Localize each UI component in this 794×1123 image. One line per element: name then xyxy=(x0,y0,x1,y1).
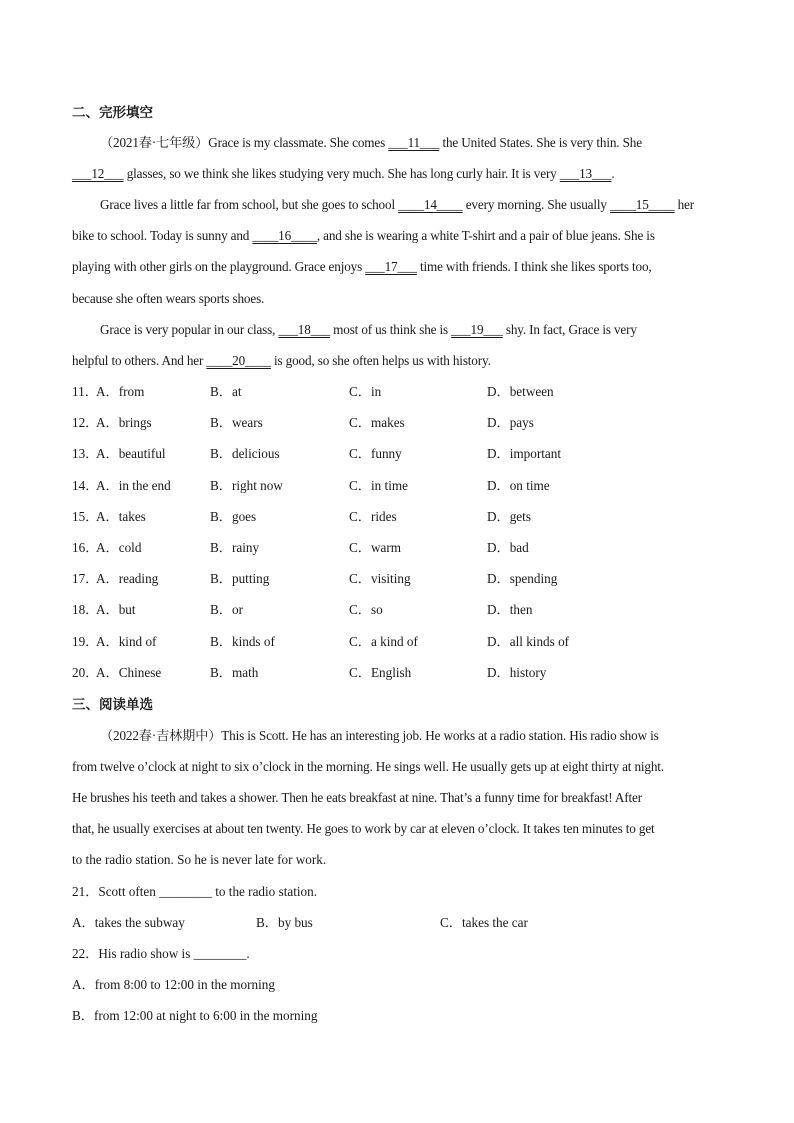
question-number: 16． xyxy=(72,540,99,555)
question-22-stem: 22．His radio show is ________. xyxy=(72,946,250,961)
section3-heading: 三、阅读单选 xyxy=(72,697,153,713)
passage-text: her xyxy=(674,197,695,212)
question-22-option-b: B．from 12:00 at night to 6:00 in the morning xyxy=(72,1008,318,1023)
cloze-passage-line xyxy=(100,134,642,152)
option-a: A．cold xyxy=(96,540,142,555)
cloze-passage-line xyxy=(72,258,652,276)
question-21-option-a: A．takes the subway xyxy=(72,915,185,930)
reading-passage-line: from twelve o’clock at night to six o’clock in the morning. He sings well. He usually gets up at eight thirty at night. xyxy=(72,759,664,774)
option-b: B．goes xyxy=(210,508,257,524)
option-b: B．math xyxy=(210,664,259,680)
option-a: A．in the end xyxy=(96,477,171,493)
option-c: C．so xyxy=(349,602,383,618)
option-a: A．kind of xyxy=(96,633,157,649)
cloze-passage-line xyxy=(72,165,615,183)
option-c: C．makes xyxy=(349,415,405,431)
option-c: C．a kind of xyxy=(349,633,418,649)
question-number: 18． xyxy=(72,602,99,618)
passage-text: most of us think she is xyxy=(330,322,452,337)
reading-passage-line: He brushes his teeth and takes a shower. Then he eats breakfast at nine. That’s a funny time for breakfast! After xyxy=(72,790,642,805)
question-number: 15． xyxy=(72,508,99,524)
option-d: D．on time xyxy=(487,477,550,493)
option-c: C．funny xyxy=(349,446,402,462)
passage-text: helpful to others. And her xyxy=(72,353,207,368)
reading-passage-line: to the radio station. So he is never late for work. xyxy=(72,852,327,867)
cloze-blank: ___13___ xyxy=(559,166,612,181)
option-d: D．then xyxy=(487,602,533,618)
cloze-passage-line xyxy=(72,290,264,308)
question-number: 13． xyxy=(72,446,99,462)
option-b: B．or xyxy=(210,602,243,618)
question-number: 19． xyxy=(72,633,99,649)
option-d: D．between xyxy=(487,384,554,399)
question-number: 17． xyxy=(72,571,99,587)
cloze-blank: ____14____ xyxy=(398,197,463,212)
passage-text: is good, so she often helps us with history. xyxy=(270,353,491,368)
option-d: D．history xyxy=(487,664,547,680)
question-22-option-a: A．from 8:00 to 12:00 in the morning xyxy=(72,977,275,992)
option-b: B．at xyxy=(210,384,242,399)
passage-text: because she often wears sports shoes. xyxy=(72,291,265,306)
option-a: A．from xyxy=(96,384,145,399)
cloze-passage-line xyxy=(72,352,491,370)
option-a: A．takes xyxy=(96,508,146,524)
option-c: C．in time xyxy=(349,477,408,493)
option-d: D．spending xyxy=(487,571,558,587)
cloze-passage-line xyxy=(72,227,655,245)
question-21-option-c: C．takes the car xyxy=(440,915,528,930)
question-21-option-b: B．by bus xyxy=(256,915,313,930)
option-d: D．all kinds of xyxy=(487,633,570,649)
passage-text: shy. In fact, Grace is very xyxy=(502,322,637,337)
reading-passage-line: （2022春·吉林期中）This is Scott. He has an interesting job. He works at a radio station. His radio show is xyxy=(100,728,659,743)
reading-passage-line: that, he usually exercises at about ten twenty. He goes to work by car at eleven o’clock. It takes ten minutes to get xyxy=(72,821,655,836)
cloze-blank: ___11___ xyxy=(388,135,440,150)
passage-text: playing with other girls on the playground. Grace enjoys xyxy=(72,259,366,274)
option-d: D．gets xyxy=(487,508,531,524)
option-c: C．in xyxy=(349,384,382,399)
cloze-blank: ____16____ xyxy=(252,228,317,243)
option-b: B．delicious xyxy=(210,446,280,462)
option-d: D．bad xyxy=(487,540,529,555)
passage-text: every morning. She usually xyxy=(462,197,611,212)
option-a: A．but xyxy=(96,602,136,618)
passage-text: . xyxy=(611,166,615,181)
option-a: A．beautiful xyxy=(96,446,166,462)
option-b: B．putting xyxy=(210,571,270,587)
option-c: C．English xyxy=(349,664,412,680)
cloze-blank: ____20____ xyxy=(206,353,271,368)
option-b: B．kinds of xyxy=(210,633,275,649)
option-a: A．reading xyxy=(96,571,159,587)
option-c: C．rides xyxy=(349,508,397,524)
passage-text: the United States. She is very thin. She xyxy=(439,135,642,150)
question-21-stem: 21．Scott often ________ to the radio station. xyxy=(72,884,318,899)
cloze-blank: ___12___ xyxy=(72,166,124,181)
question-number: 11． xyxy=(72,384,98,399)
cloze-blank: ___18___ xyxy=(278,322,330,337)
option-a: A．Chinese xyxy=(96,664,162,680)
passage-text: glasses, so we think she likes studying very much. She has long curly hair. It is very xyxy=(123,166,560,181)
cloze-blank: ___17___ xyxy=(365,259,417,274)
option-d: D．pays xyxy=(487,415,534,431)
option-b: B．right now xyxy=(210,477,283,493)
section2-heading: 二、完形填空 xyxy=(72,105,153,121)
passage-text: time with friends. I think she likes sports too, xyxy=(416,259,652,274)
cloze-blank: ___19___ xyxy=(451,322,503,337)
passage-text: Grace lives a little far from school, but she goes to school xyxy=(100,197,399,212)
passage-text: , and she is wearing a white T-shirt and a pair of blue jeans. She is xyxy=(316,228,655,243)
cloze-blank: ____15____ xyxy=(610,197,675,212)
question-number: 20． xyxy=(72,664,99,680)
passage-text: bike to school. Today is sunny and xyxy=(72,228,253,243)
question-number: 12． xyxy=(72,415,99,431)
passage-text: Grace is very popular in our class, xyxy=(100,322,279,337)
cloze-passage-line xyxy=(100,321,637,339)
passage-text: （2021春·七年级）Grace is my classmate. She comes xyxy=(100,135,389,150)
option-c: C．warm xyxy=(349,540,402,555)
option-a: A．brings xyxy=(96,415,152,431)
option-b: B．rainy xyxy=(210,540,260,555)
cloze-passage-line xyxy=(100,196,694,214)
option-b: B．wears xyxy=(210,415,263,431)
option-c: C．visiting xyxy=(349,571,411,587)
question-number: 14． xyxy=(72,477,99,493)
option-d: D．important xyxy=(487,446,561,462)
